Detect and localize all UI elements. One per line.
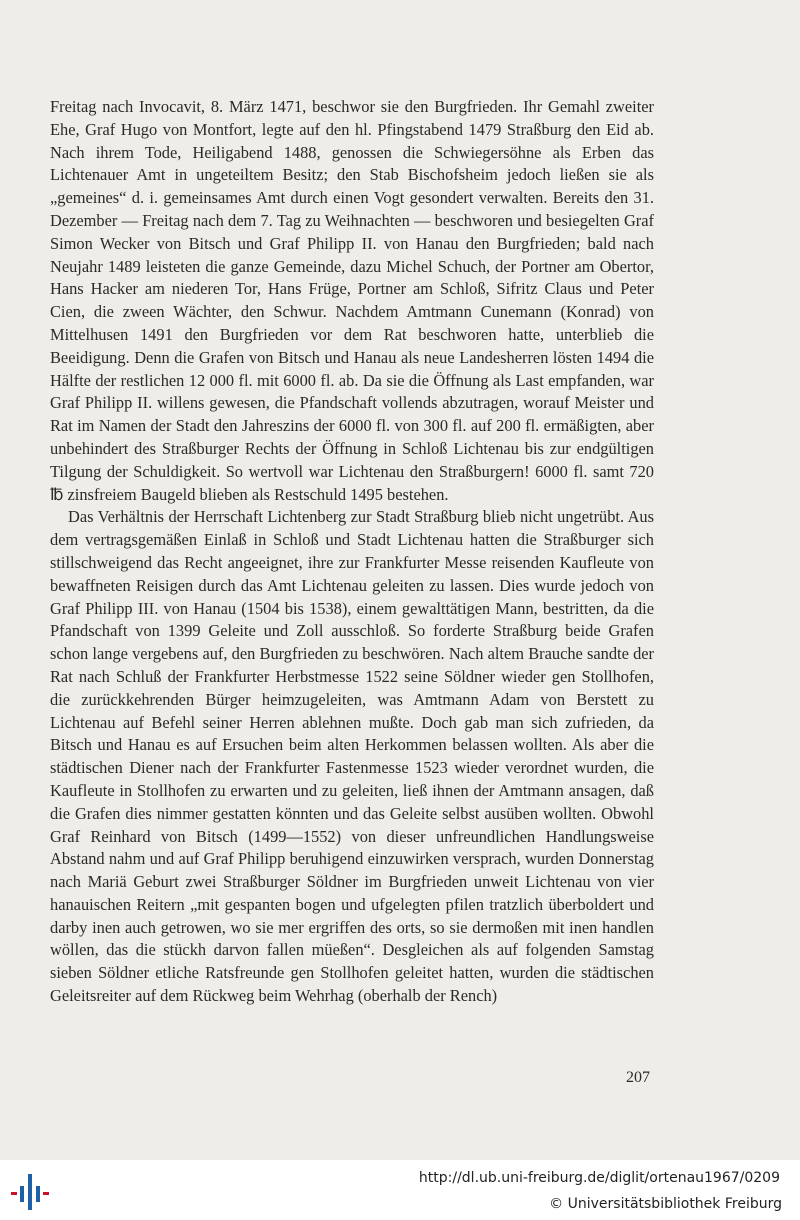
paragraph-2: Das Verhältnis der Herrschaft Lichtenberg zur Stadt Straßburg blieb nicht ungetrübt. Aus dem vertragsgemäßen Einlaß in Schloß und Stadt Lichtenau hatten die Straßburger sich stillschweigend das Recht angeeignet, ihre zur Frankfurter Messe reisenden Kaufleute von bewaffneten Reisigen durch das Amt Lichtenau geleiten zu lassen. Dies wurde jedoch von Graf Philipp III. von Hanau (1504 bis 1538), einem gewalttätigen Mann, bestritten, da die Pfandschaft von 1399 Geleite und Zoll ausschloß. So forderte Straßburg beide Grafen schon lange vergebens auf, den Burgfrieden zu beschwören. Nach altem Brauche sandte der Rat nach Schluß der Frankfurter Herbstmesse 1522 seine Söldner wieder gen Stollhofen, die zurückkehrenden Bürger heimzugeleiten, was Amtmann Adam von Berstett zu Lichtenau auf Befehl seiner Herren ablehnen mußte. Doch gab man sich zufrieden, da Bitsch und Hanau es auf Ersuchen beim alten Herkommen belassen wollten. Als aber die städtischen Diener nach der Frankfurter Fastenmesse 1523 wieder verordnet wurden, die Kaufleute in Stollhofen zu erwarten und zu geleiten, ließ ihnen der Amtmann ansagen, daß die Grafen dies nimmer gestatten könnten und das Geleite selbst ausüben wollten. Obwohl Graf Reinhard von Bitsch (1499—1552) von dieser unfreundlichen Handlungsweise Abstand nahm und auf Graf Philipp beruhigend einzuwirken versprach, wurden Donnerstag nach Mariä Geburt zwei Straßburger Söldner im Burgfrieden unweit Lichtenau von vier hanauischen Reitern „mit gespanten bogen und ufgelegten pfilen tratzlich überboldert und darby inen auch getrowen, wo sie mer ergriffen des orts, so sie dermoßen mit inen handlen wöllen, das die stückh darvon fallen müeßen“. Desgleichen als auf folgenden Samstag sieben Söldner etliche Ratsfreunde gen Stollhofen geleitet hatten, wurden die städtischen Geleitsreiter auf dem Rückweg beim Wehrhag (oberhalb der Rench) [50,507,654,1006]
body-text [50,96,654,1008]
paragraph-1: Freitag nach Invocavit, 8. März 1471, beschwor sie den Burgfrieden. Ihr Gemahl zweiter Ehe, Graf Hugo von Montfort, legte auf den hl. Pfingstabend 1479 Straßburg den Eid ab. Nach ihrem Tode, Heiligabend 1488, genossen die Schwiegersöhne als Erben das Lichtenauer Amt in ungeteiltem Besitz; den Stab Bischofsheim jedoch ließen sie als „gemeines“ d. i. gemeinsames Amt durch einen Vogt gesondert verwalten. Bereits den 31. Dezember — Freitag nach dem 7. Tag zu Weihnachten — beschworen und besiegelten Graf Simon Wecker von Bitsch und Graf Philipp II. von Hanau den Burgfrieden; bald nach Neujahr 1489 leisteten die ganze Gemeinde, dazu Michel Schuch, der Portner am Obertor, Hans Hacker am niederen Tor, Hans Früge, Portner am Schloß, Sifritz Claus und Peter Cien, die zween Wächter, den Schwur. Nachdem Amtmann Cunemann (Konrad) von Mittelhusen 1491 den Burgfrieden vor dem Rat beschworen hatte, unterblieb die Beeidigung. Denn die Grafen von Bitsch und Hanau als neue Landesherren lösten 1494 die Hälfte der restlichen 12 000 fl. mit 6000 fl. ab. Da sie die Öffnung als Last empfanden, war Graf Philipp II. willens gewesen, die Pfandschaft vollends abzutragen, worauf Meister und Rat im Namen der Stadt den Jahreszins der 6000 fl. von 300 fl. auf 200 fl. ermäßigten, aber unbehindert des Straßburger Rechts der Öffnung in Schloß Lichtenau bis zur endgültigen Tilgung der Schuldigkeit. So wertvoll war Lichtenau den Straßburgern! 6000 fl. samt 720 ℔ zinsfreiem Baugeld blieben als Restschuld 1495 bestehen. [50,97,654,504]
source-url-link[interactable]: http://dl.ub.uni-freiburg.de/diglit/ortenau1967/0209 [418,1170,780,1186]
copyright-text: © Universitätsbibliothek Freiburg [549,1196,782,1212]
page-number: 207 [626,1069,650,1086]
university-library-logo-icon[interactable] [8,1172,52,1212]
footer-bar [0,1160,800,1220]
